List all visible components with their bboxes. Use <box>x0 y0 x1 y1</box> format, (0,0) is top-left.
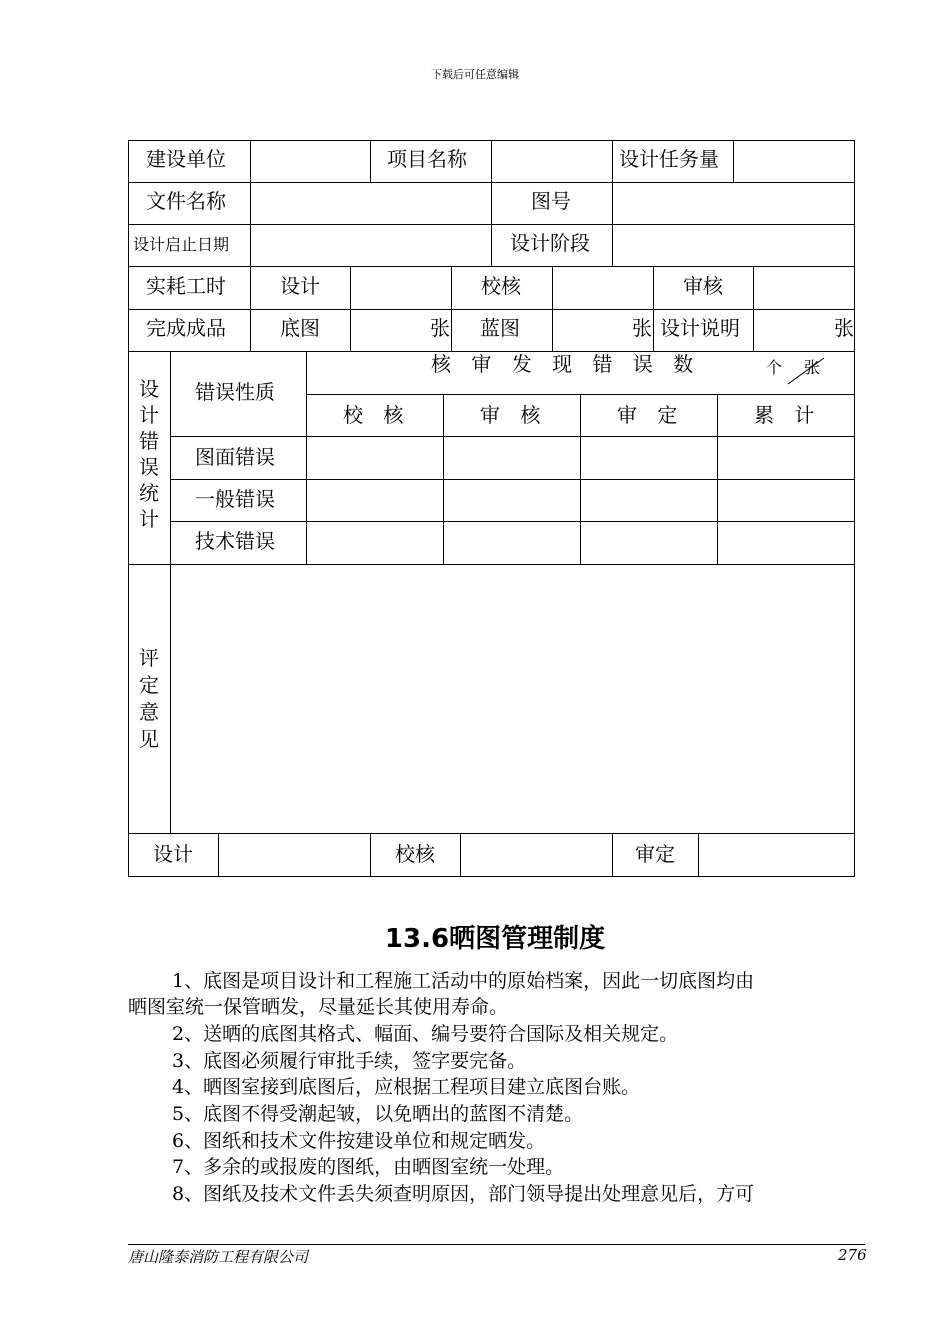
footer-company: 唐山隆泰消防工程有限公司 <box>128 1248 309 1266</box>
header-note: 下载后可任意编辑 <box>431 68 519 81</box>
paragraph-line-6: 5、底图不得受潮起皱，以免晒出的蓝图不清楚。 <box>172 1103 584 1125</box>
label-design-stage: 设计阶段 <box>510 231 590 255</box>
section-title: 13.6晒图管理制度 <box>384 924 606 954</box>
label-build-unit: 建设单位 <box>146 147 226 171</box>
row-general-error: 一般错误 <box>195 487 275 511</box>
col-review: 审 核 <box>480 403 541 427</box>
label-hours-check: 校核 <box>481 274 521 298</box>
label-sheet-1: 张 <box>430 316 450 340</box>
label-found-errors: 核 审 发 现 错 误 数 <box>431 352 694 376</box>
label-design-note: 设计说明 <box>660 316 740 340</box>
label-project-name: 项目名称 <box>387 147 467 171</box>
paragraph-line-9: 8、图纸及技术文件丢失须查明原因，部门领导提出处理意见后，方可 <box>172 1183 755 1205</box>
paragraph-line-2: 晒图室统一保管晒发，尽量延长其使用寿命。 <box>128 996 509 1018</box>
label-hours: 实耗工时 <box>146 274 226 298</box>
row-drawing-error: 图面错误 <box>195 445 275 469</box>
label-hours-design: 设计 <box>280 274 320 298</box>
paragraph-line-4: 3、底图必须履行审批手续，签字要完备。 <box>172 1050 527 1072</box>
label-output: 完成成品 <box>146 316 226 340</box>
label-base-drawing: 底图 <box>280 316 320 340</box>
label-unit-zhang: 张 <box>804 358 821 377</box>
sign-check: 校核 <box>395 842 435 866</box>
footer-page-number: 276 <box>838 1246 867 1264</box>
label-drawing-no: 图号 <box>531 189 571 213</box>
sign-design: 设计 <box>153 842 193 866</box>
row-technical-error: 技术错误 <box>195 529 275 553</box>
design-review-form: 建设单位 项目名称 设计任务量 文件名称 图号 设计启止日期 设计阶段 实耗工时 设计 校核 审核 完成成品 底图 张 蓝图 张 设计说明 张 设 计 错 误 统 计 错误性质 核 审 发 现 错 误 数 个 张 校 核 审 核 审 定 累 计 图面错误 一般错误 技术错误 评 定 意 见 设计 校核 审定 <box>0 0 950 880</box>
paragraph-line-3: 2、送晒的底图其格式、幅面、编号要符合国际及相关规定。 <box>172 1023 679 1045</box>
label-blueprint: 蓝图 <box>480 316 520 340</box>
sign-approve: 审定 <box>635 842 675 866</box>
label-error-nature: 错误性质 <box>195 380 275 404</box>
col-check: 校 核 <box>343 403 404 427</box>
col-total: 累 计 <box>754 403 815 427</box>
paragraph-line-7: 6、图纸和技术文件按建设单位和规定晒发。 <box>172 1130 546 1152</box>
label-hours-review: 审核 <box>683 274 723 298</box>
label-design-dates: 设计启止日期 <box>133 235 230 254</box>
paragraph-line-5: 4、晒图室接到底图后，应根据工程项目建立底图台账。 <box>172 1076 641 1098</box>
label-file-name: 文件名称 <box>146 189 226 213</box>
paragraph-line-1: 1、底图是项目设计和工程施工活动中的原始档案，因此一切底图均由 <box>172 970 755 992</box>
label-sheet-3: 张 <box>834 316 854 340</box>
label-unit-ge: 个 <box>766 358 783 377</box>
paragraph-line-8: 7、多余的或报废的图纸，由晒图室统一处理。 <box>172 1156 565 1178</box>
footer-rule <box>128 1244 865 1245</box>
label-sheet-2: 张 <box>632 316 652 340</box>
label-design-workload: 设计任务量 <box>619 147 719 171</box>
col-approve: 审 定 <box>617 403 678 427</box>
